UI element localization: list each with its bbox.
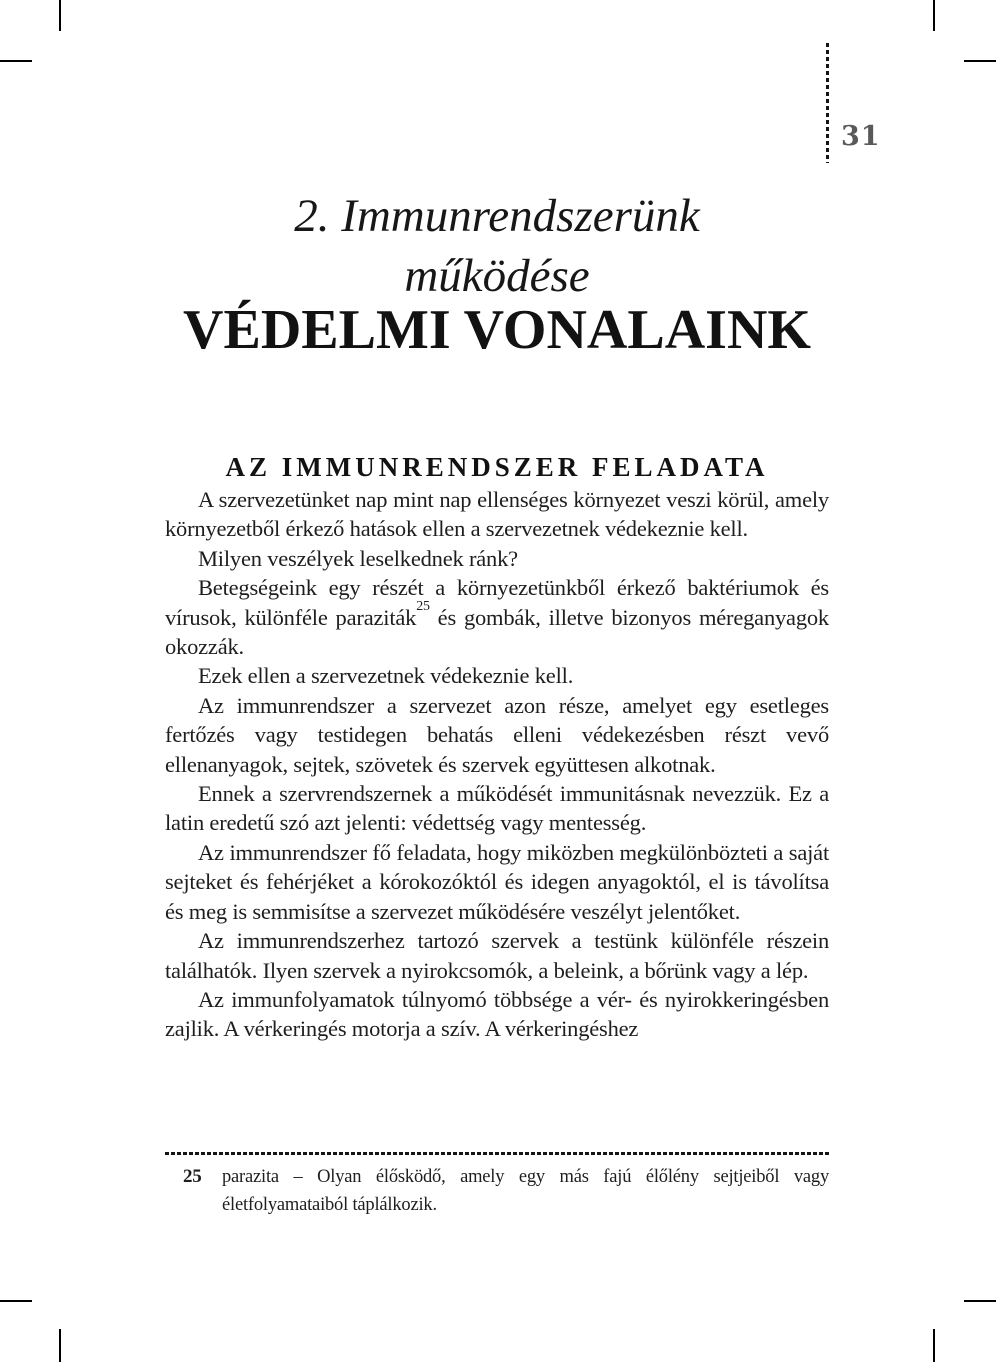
crop-mark-top-left-horizontal: [0, 60, 32, 62]
chapter-kicker-line1: 2. Immunrendszerünk: [294, 190, 700, 242]
paragraph: Az immunfolyamatok túlnyomó többsége a vér- és nyirokkeringésben zajlik. A vérkeringés motorja a szív. A vérkeringéshez: [165, 986, 829, 1042]
footnote-dotted-rule: [165, 1152, 829, 1155]
paragraph: Betegségeink egy részét a környezetünkből érkező baktériumok és vírusok, különféle paraziták$^{25}$ és gombák, illetve bizonyos méreganyagok okozzák.: [165, 575, 829, 660]
crop-mark-bottom-left-horizontal: [0, 1300, 32, 1302]
chapter-title: VÉDELMI VONALAINK: [183, 299, 811, 361]
body-text: [165, 485, 829, 1044]
paragraph: A szervezetünket nap mint nap ellenséges környezet veszi körül, amely környezetből érkező hatások ellen a szervezetnek védekeznie kell.: [165, 487, 829, 542]
page-number-dotted-rule: [826, 43, 829, 163]
paragraph: Milyen veszélyek leselkednek ránk?: [198, 545, 518, 571]
crop-mark-top-left-vertical: [59, 0, 61, 31]
paragraph: Az immunrendszer fő feladata, hogy miközben megkülönbözteti a saját sejteket és fehérjéket a kórokozóktól és idegen anyagoktól, el is távolítsa és meg is semmisítse a szervezet működésére veszélyt jelentőket.: [165, 839, 829, 924]
footnote-area: [165, 1152, 829, 1219]
footnote-number: 25: [183, 1166, 202, 1187]
paragraph: Ezek ellen a szervezetnek védekeznie kell.: [198, 663, 574, 689]
footnote: [165, 1163, 829, 1219]
crop-mark-top-right-vertical: [933, 0, 935, 31]
footnote-text: parazita – Olyan élősködő, amely egy más fajú élőlény sejtjeiből vagy életfolyamataiból táplálkozik.: [222, 1167, 829, 1215]
section-heading: AZ IMMUNRENDSZER FELADATA: [225, 452, 769, 482]
paragraph: Az immunrendszer a szervezet azon része, amelyet egy esetleges fertőzés vagy testidegen behatás elleni védekezésben részt vevő ellenanyagok, sejtek, szövetek és szervek együttesen alkotnak.: [165, 692, 829, 777]
footnote-reference: 25: [416, 598, 430, 614]
chapter-kicker-line2: működése: [404, 250, 590, 302]
paragraph: Ennek a szervrendszernek a működését immunitásnak nevezzük. Ez a latin eredetű szó azt jelenti: védettség vagy mentesség.: [165, 781, 829, 836]
crop-mark-bottom-right-horizontal: [964, 1300, 996, 1302]
crop-mark-top-right-horizontal: [964, 60, 996, 62]
chapter-kicker: [165, 186, 829, 306]
crop-mark-bottom-right-vertical: [933, 1329, 935, 1362]
crop-mark-bottom-left-vertical: [59, 1329, 61, 1362]
paragraph: Az immunrendszerhez tartozó szervek a testünk különféle részein találhatók. Ilyen szervek a nyirokcsomók, a beleink, a bőrünk vagy a lép.: [165, 928, 829, 983]
page-number: 31: [841, 121, 881, 152]
